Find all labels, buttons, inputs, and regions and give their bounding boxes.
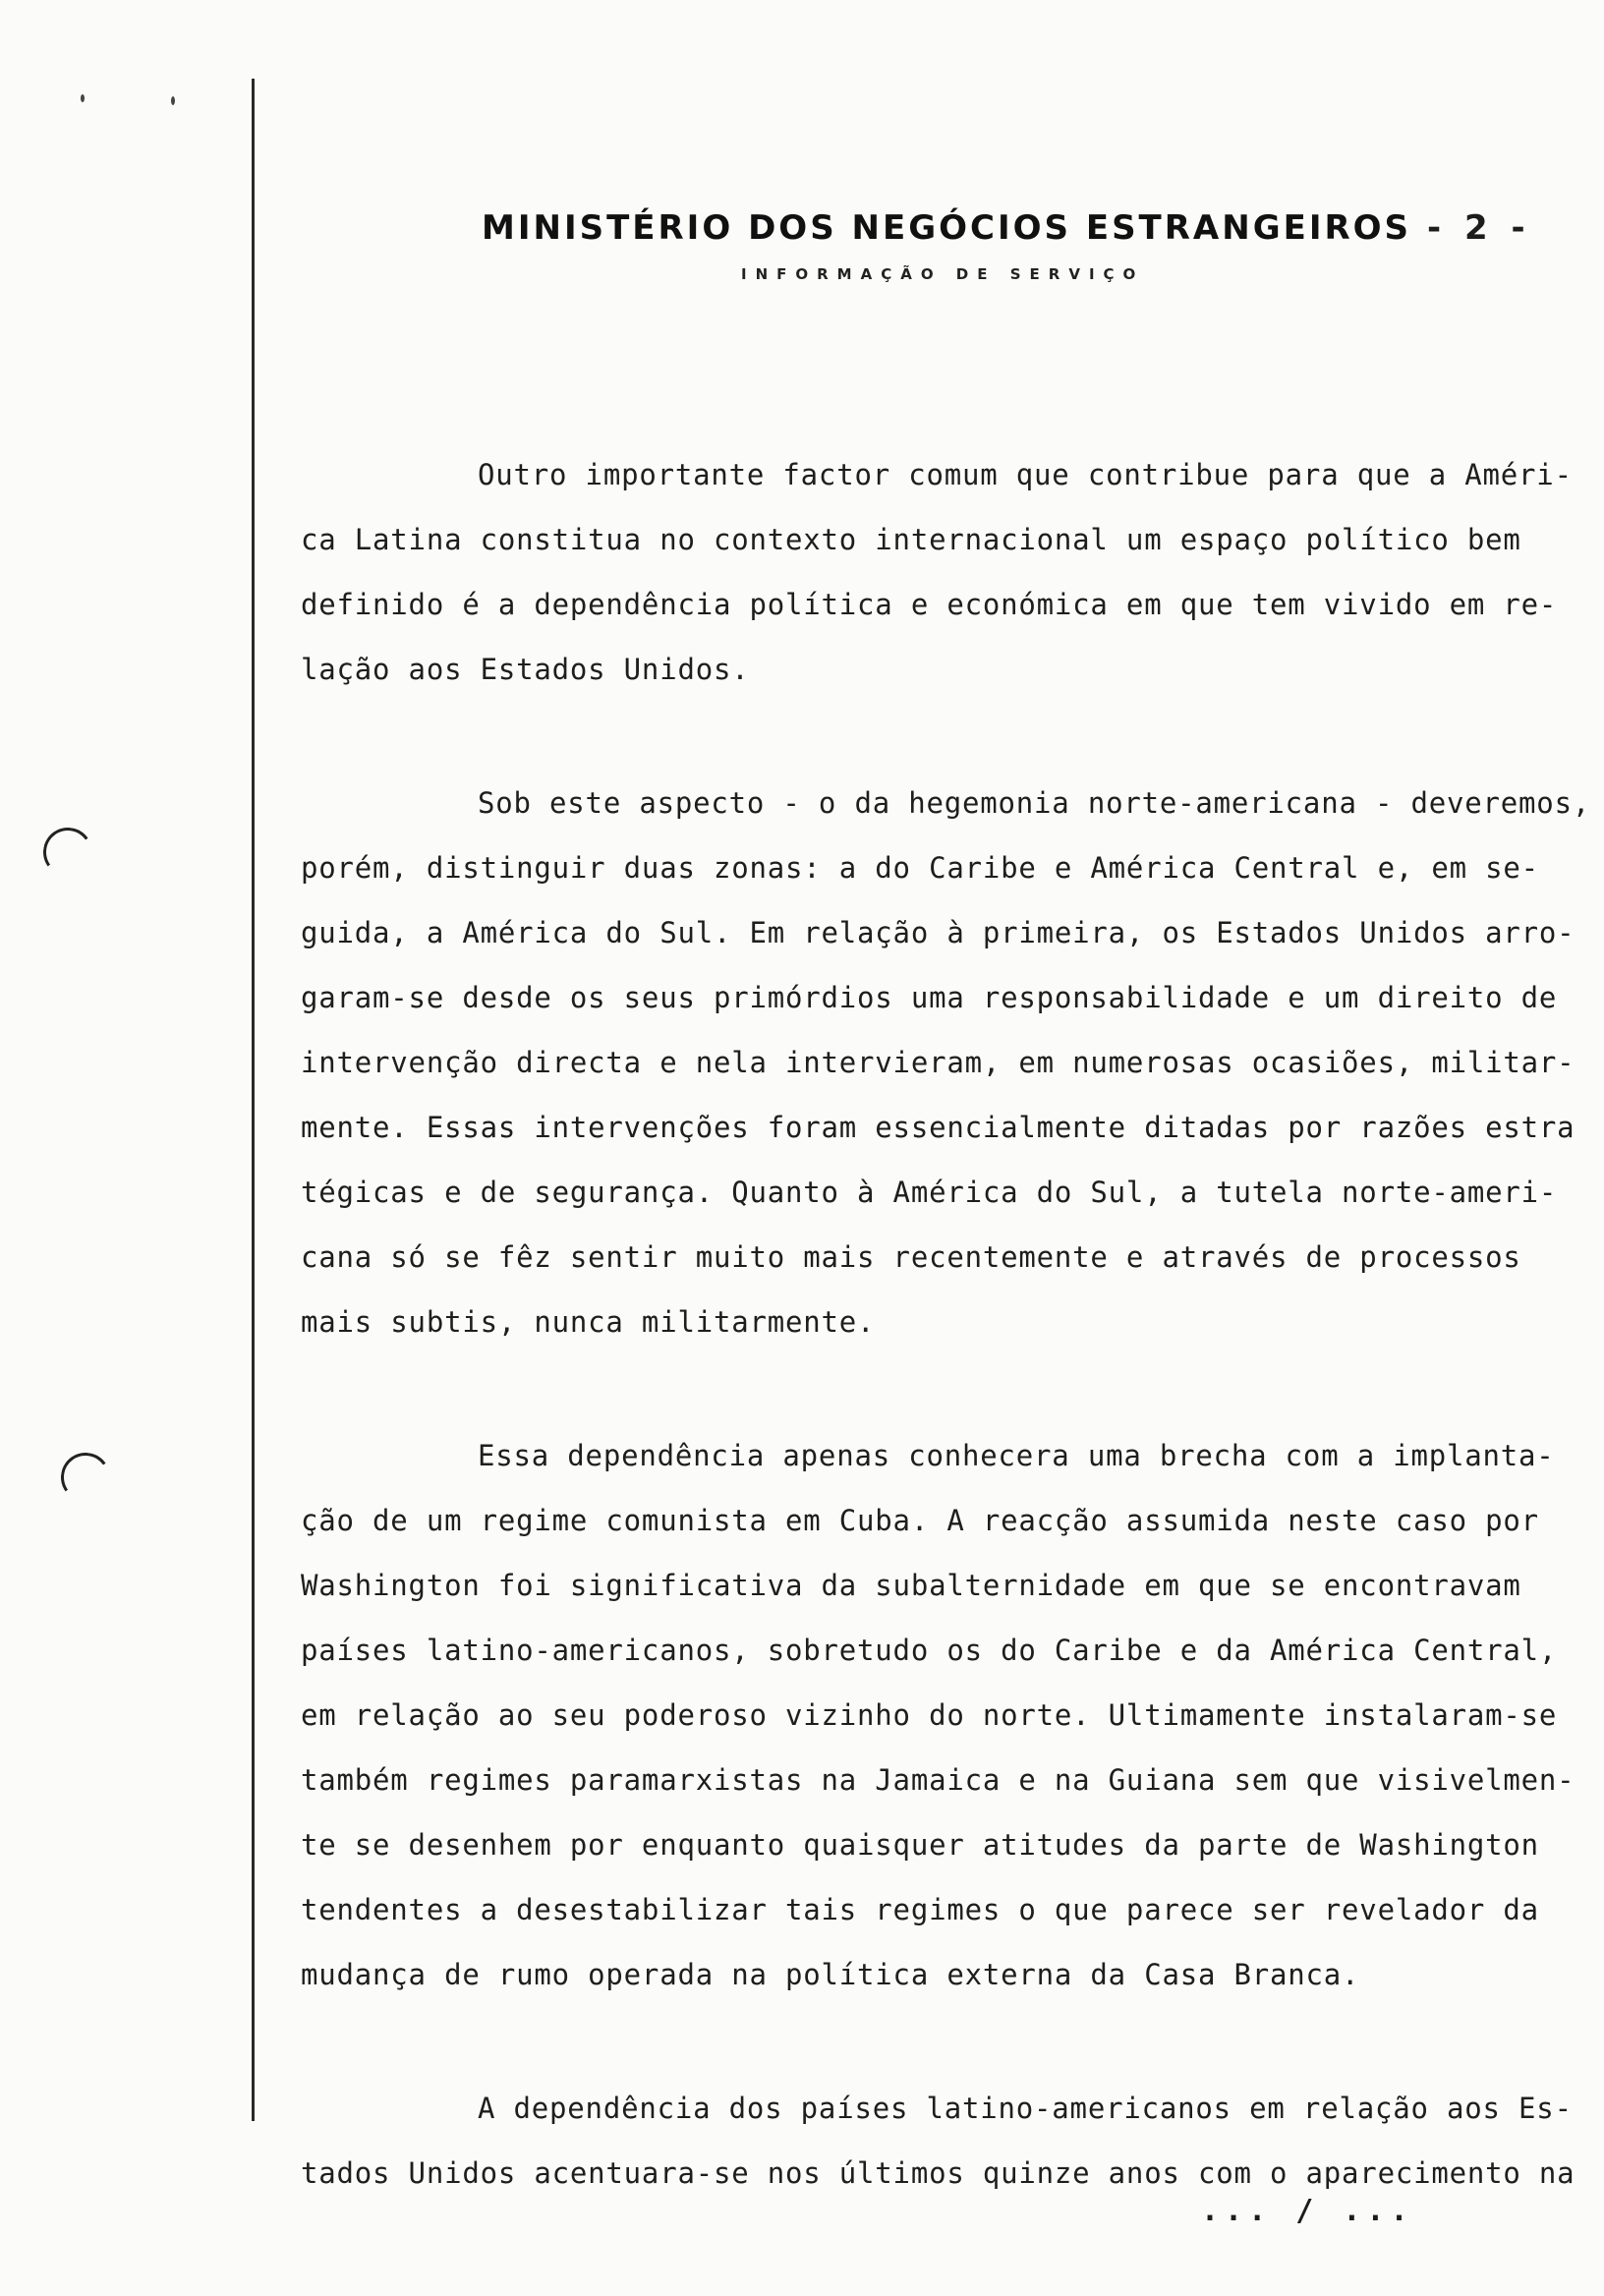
text-line: em relação ao seu poderoso vizinho do norte. Ultimamente instalaram-se bbox=[301, 1698, 1558, 1732]
text-line: lação aos Estados Unidos. bbox=[301, 653, 750, 686]
paragraph bbox=[301, 442, 1578, 702]
text-line: Essa dependência apenas conhecera uma brecha com a implanta- bbox=[478, 1439, 1555, 1472]
text-line: mudança de rumo operada na política externa da Casa Branca. bbox=[301, 1958, 1360, 1991]
text-line: cana só se fêz sentir muito mais recentemente e através de processos bbox=[301, 1240, 1521, 1274]
text-line: intervenção directa e nela intervieram, em numerosas ocasiões, militar- bbox=[301, 1046, 1575, 1079]
text-line: mente. Essas intervenções foram essencialmente ditadas por razões estra bbox=[301, 1111, 1575, 1144]
punch-hole-upper bbox=[39, 824, 96, 881]
document-body bbox=[301, 442, 1591, 2274]
document-subtitle: INFORMAÇÃO DE SERVIÇO bbox=[741, 265, 1145, 283]
text-line: Washington foi significativa da subalternidade em que se encontravam bbox=[301, 1569, 1521, 1602]
letterhead bbox=[482, 208, 1533, 283]
page-number: - 2 - bbox=[1427, 208, 1531, 248]
text-line: te se desenhem por enquanto quaisquer atitudes da parte de Washington bbox=[301, 1828, 1539, 1862]
text-line: Sob este aspecto - o da hegemonia norte-americana - deveremos, bbox=[478, 786, 1591, 820]
text-line: definido é a dependência política e económica em que tem vivido em re- bbox=[301, 588, 1558, 621]
text-line: porém, distinguir duas zonas: a do Caribe e América Central e, em se- bbox=[301, 851, 1539, 885]
text-line: Outro importante factor comum que contribue para que a Améri- bbox=[478, 458, 1573, 491]
text-line: países latino-americanos, sobretudo os do Caribe e da América Central, bbox=[301, 1634, 1558, 1667]
text-line: ção de um regime comunista em Cuba. A reacção assumida neste caso por bbox=[301, 1504, 1539, 1537]
text-line: tégicas e de segurança. Quanto à América do Sul, a tutela norte-ameri- bbox=[301, 1176, 1558, 1209]
continuation-mark: ... / ... bbox=[1201, 2194, 1414, 2228]
paragraph bbox=[301, 771, 1591, 1354]
left-margin-rule bbox=[252, 79, 255, 2121]
ministry-title: MINISTÉRIO DOS NEGÓCIOS ESTRANGEIROS bbox=[482, 208, 1412, 248]
ink-speck bbox=[81, 94, 85, 102]
text-line: ca Latina constitua no contexto internacional um espaço político bem bbox=[301, 523, 1521, 556]
text-line: também regimes paramarxistas na Jamaica e na Guiana sem que visivelmen- bbox=[301, 1763, 1575, 1797]
text-line: tendentes a desestabilizar tais regimes o que parece ser revelador da bbox=[301, 1893, 1539, 1926]
ink-speck bbox=[171, 96, 175, 105]
punch-hole-lower bbox=[57, 1449, 114, 1506]
paragraph bbox=[301, 1423, 1578, 2007]
text-line: tados Unidos acentuara-se nos últimos quinze anos com o aparecimento na bbox=[301, 2156, 1575, 2190]
text-line: A dependência dos países latino-americanos em relação aos Es- bbox=[478, 2092, 1573, 2125]
text-line: mais subtis, nunca militarmente. bbox=[301, 1305, 876, 1339]
text-line: guida, a América do Sul. Em relação à primeira, os Estados Unidos arro- bbox=[301, 916, 1575, 949]
text-line: garam-se desde os seus primórdios uma responsabilidade e um direito de bbox=[301, 981, 1558, 1014]
paragraph bbox=[301, 2076, 1578, 2206]
